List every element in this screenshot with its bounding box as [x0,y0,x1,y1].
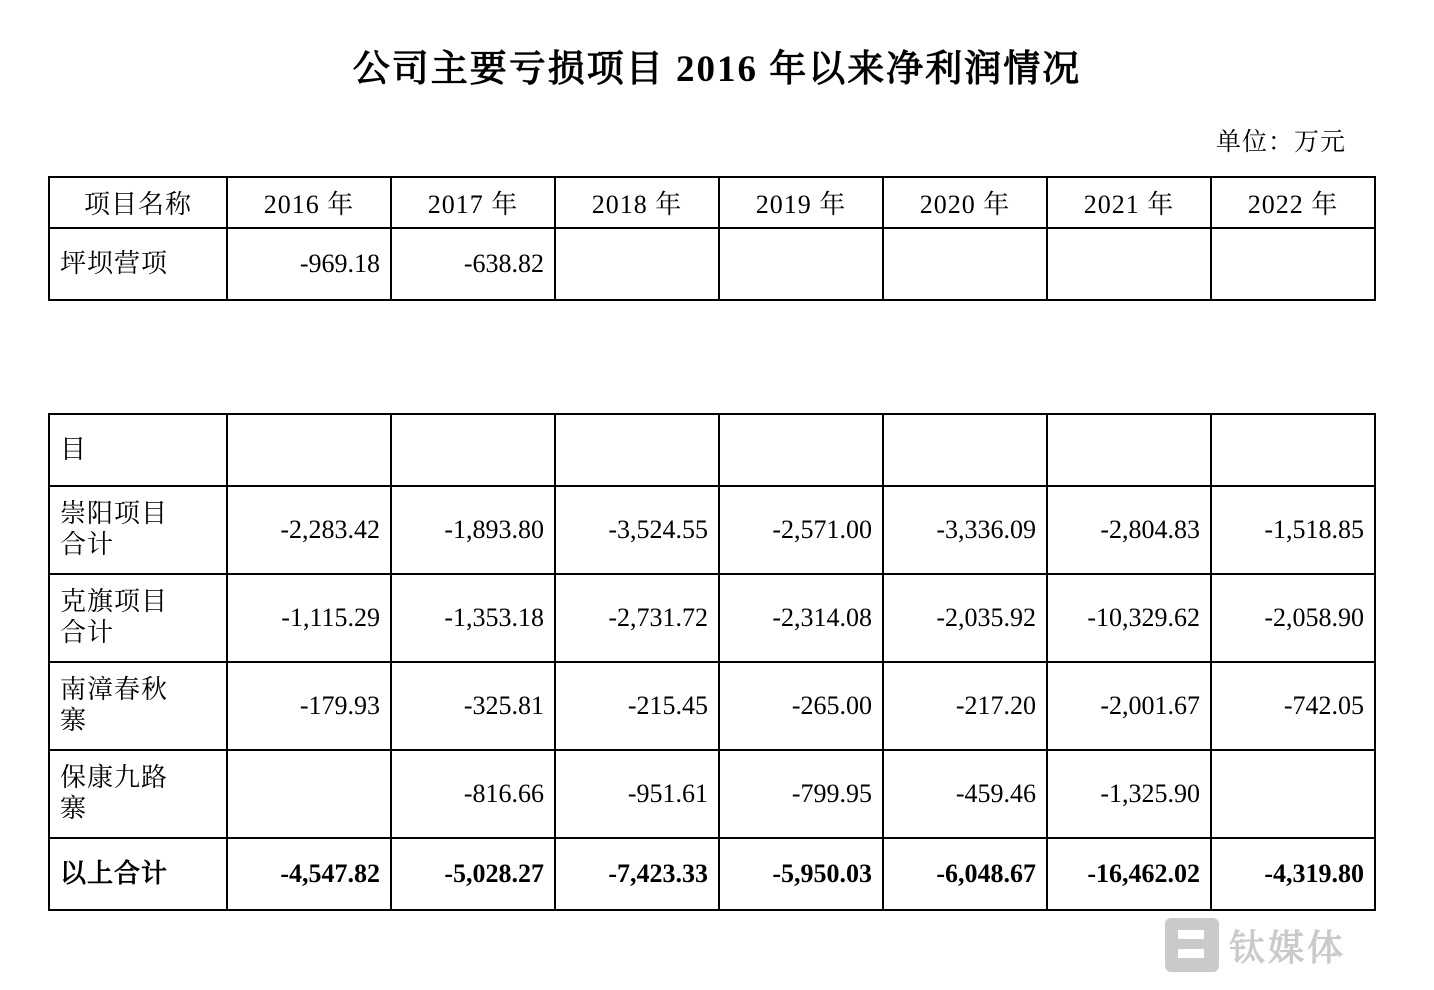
cell-chongyang-2022: -1,518.85 [1211,486,1375,574]
cell-chongyang-2017: -1,893.80 [391,486,555,574]
cell-pingbaying-2016: -969.18 [227,228,391,300]
row-label-line1: 保康九路 [60,763,169,793]
document-page [0,38,1434,990]
cell-pingbaying-2022 [1211,228,1375,300]
table-row-continuation [49,414,1375,486]
cell-pingbaying-2019 [719,228,883,300]
cell-nanzhang-2016: -179.93 [227,662,391,750]
cell-keqi-2021: -10,329.62 [1047,574,1211,662]
cell-nanzhang-2019: -265.00 [719,662,883,750]
cell-nanzhang-2022: -742.05 [1211,662,1375,750]
cell-total-2016: -4,547.82 [227,838,391,910]
cell-pingbaying-2021 [1047,228,1211,300]
cell-nanzhang-2017: -325.81 [391,662,555,750]
column-header-2017: 2017 年 [391,177,555,228]
table-row [49,750,1375,838]
cell-chongyang-2020: -3,336.09 [883,486,1047,574]
cell-total-2019: -5,950.03 [719,838,883,910]
unit-note: 单位：万元 [1215,129,1346,156]
column-header-2019: 2019 年 [719,177,883,228]
cell-chongyang-2018: -3,524.55 [555,486,719,574]
table-header-row [49,177,1375,228]
cell-nanzhang-2018: -215.45 [555,662,719,750]
table-row [49,662,1375,750]
watermark [1165,918,1346,972]
cell-keqi-2017: -1,353.18 [391,574,555,662]
row-label-pingbaying: 坪坝营项 [49,228,227,300]
cell-keqi-2019: -2,314.08 [719,574,883,662]
page-title: 公司主要亏损项目 2016 年以来净利润情况 [352,49,1082,90]
cell-baokang-2021: -1,325.90 [1047,750,1211,838]
cell-baokang-2018: -951.61 [555,750,719,838]
cell-continuation-2016 [227,414,391,486]
column-header-2021: 2021 年 [1047,177,1211,228]
row-label-line2: 寨 [60,706,88,735]
cell-chongyang-2016: -2,283.42 [227,486,391,574]
cell-baokang-2017: -816.66 [391,750,555,838]
ti-logo-icon [1165,918,1219,972]
cell-total-2021: -16,462.02 [1047,838,1211,910]
row-label-nanzhang [49,662,227,750]
cell-baokang-2019: -799.95 [719,750,883,838]
column-header-2020: 2020 年 [883,177,1047,228]
cell-pingbaying-2020 [883,228,1047,300]
table-total-row [49,838,1375,910]
loss-projects-table-part1 [48,176,1376,301]
cell-chongyang-2021: -2,804.83 [1047,486,1211,574]
cell-total-2022: -4,319.80 [1211,838,1375,910]
cell-total-2017: -5,028.27 [391,838,555,910]
row-label-line2: 合计 [60,618,115,647]
cell-total-2018: -7,423.33 [555,838,719,910]
row-label-keqi [49,574,227,662]
row-label-line1: 南漳春秋 [60,675,169,705]
cell-continuation-2018 [555,414,719,486]
cell-total-2020: -6,048.67 [883,838,1047,910]
column-header-project-name: 项目名称 [49,177,227,228]
cell-keqi-2018: -2,731.72 [555,574,719,662]
watermark-label: 钛媒体 [1228,926,1346,968]
row-label-continuation: 目 [49,414,227,486]
column-header-2016: 2016 年 [227,177,391,228]
row-label-line2: 合计 [60,530,115,559]
row-label-line2: 寨 [60,794,88,823]
row-label-total: 以上合计 [49,838,227,910]
cell-nanzhang-2020: -217.20 [883,662,1047,750]
loss-projects-table-part2 [48,413,1376,911]
cell-keqi-2022: -2,058.90 [1211,574,1375,662]
column-header-2018: 2018 年 [555,177,719,228]
cell-continuation-2017 [391,414,555,486]
row-label-line1: 崇阳项目 [60,499,169,529]
table-row [49,574,1375,662]
table-row [49,486,1375,574]
cell-chongyang-2019: -2,571.00 [719,486,883,574]
cell-keqi-2016: -1,115.29 [227,574,391,662]
cell-pingbaying-2018 [555,228,719,300]
row-label-line1: 克旗项目 [60,587,169,617]
table-row [49,228,1375,300]
row-label-chongyang [49,486,227,574]
cell-baokang-2022 [1211,750,1375,838]
cell-baokang-2020: -459.46 [883,750,1047,838]
cell-continuation-2019 [719,414,883,486]
cell-keqi-2020: -2,035.92 [883,574,1047,662]
cell-nanzhang-2021: -2,001.67 [1047,662,1211,750]
cell-continuation-2020 [883,414,1047,486]
cell-pingbaying-2017: -638.82 [391,228,555,300]
cell-baokang-2016 [227,750,391,838]
cell-continuation-2021 [1047,414,1211,486]
cell-continuation-2022 [1211,414,1375,486]
column-header-2022: 2022 年 [1211,177,1375,228]
row-label-baokang [49,750,227,838]
